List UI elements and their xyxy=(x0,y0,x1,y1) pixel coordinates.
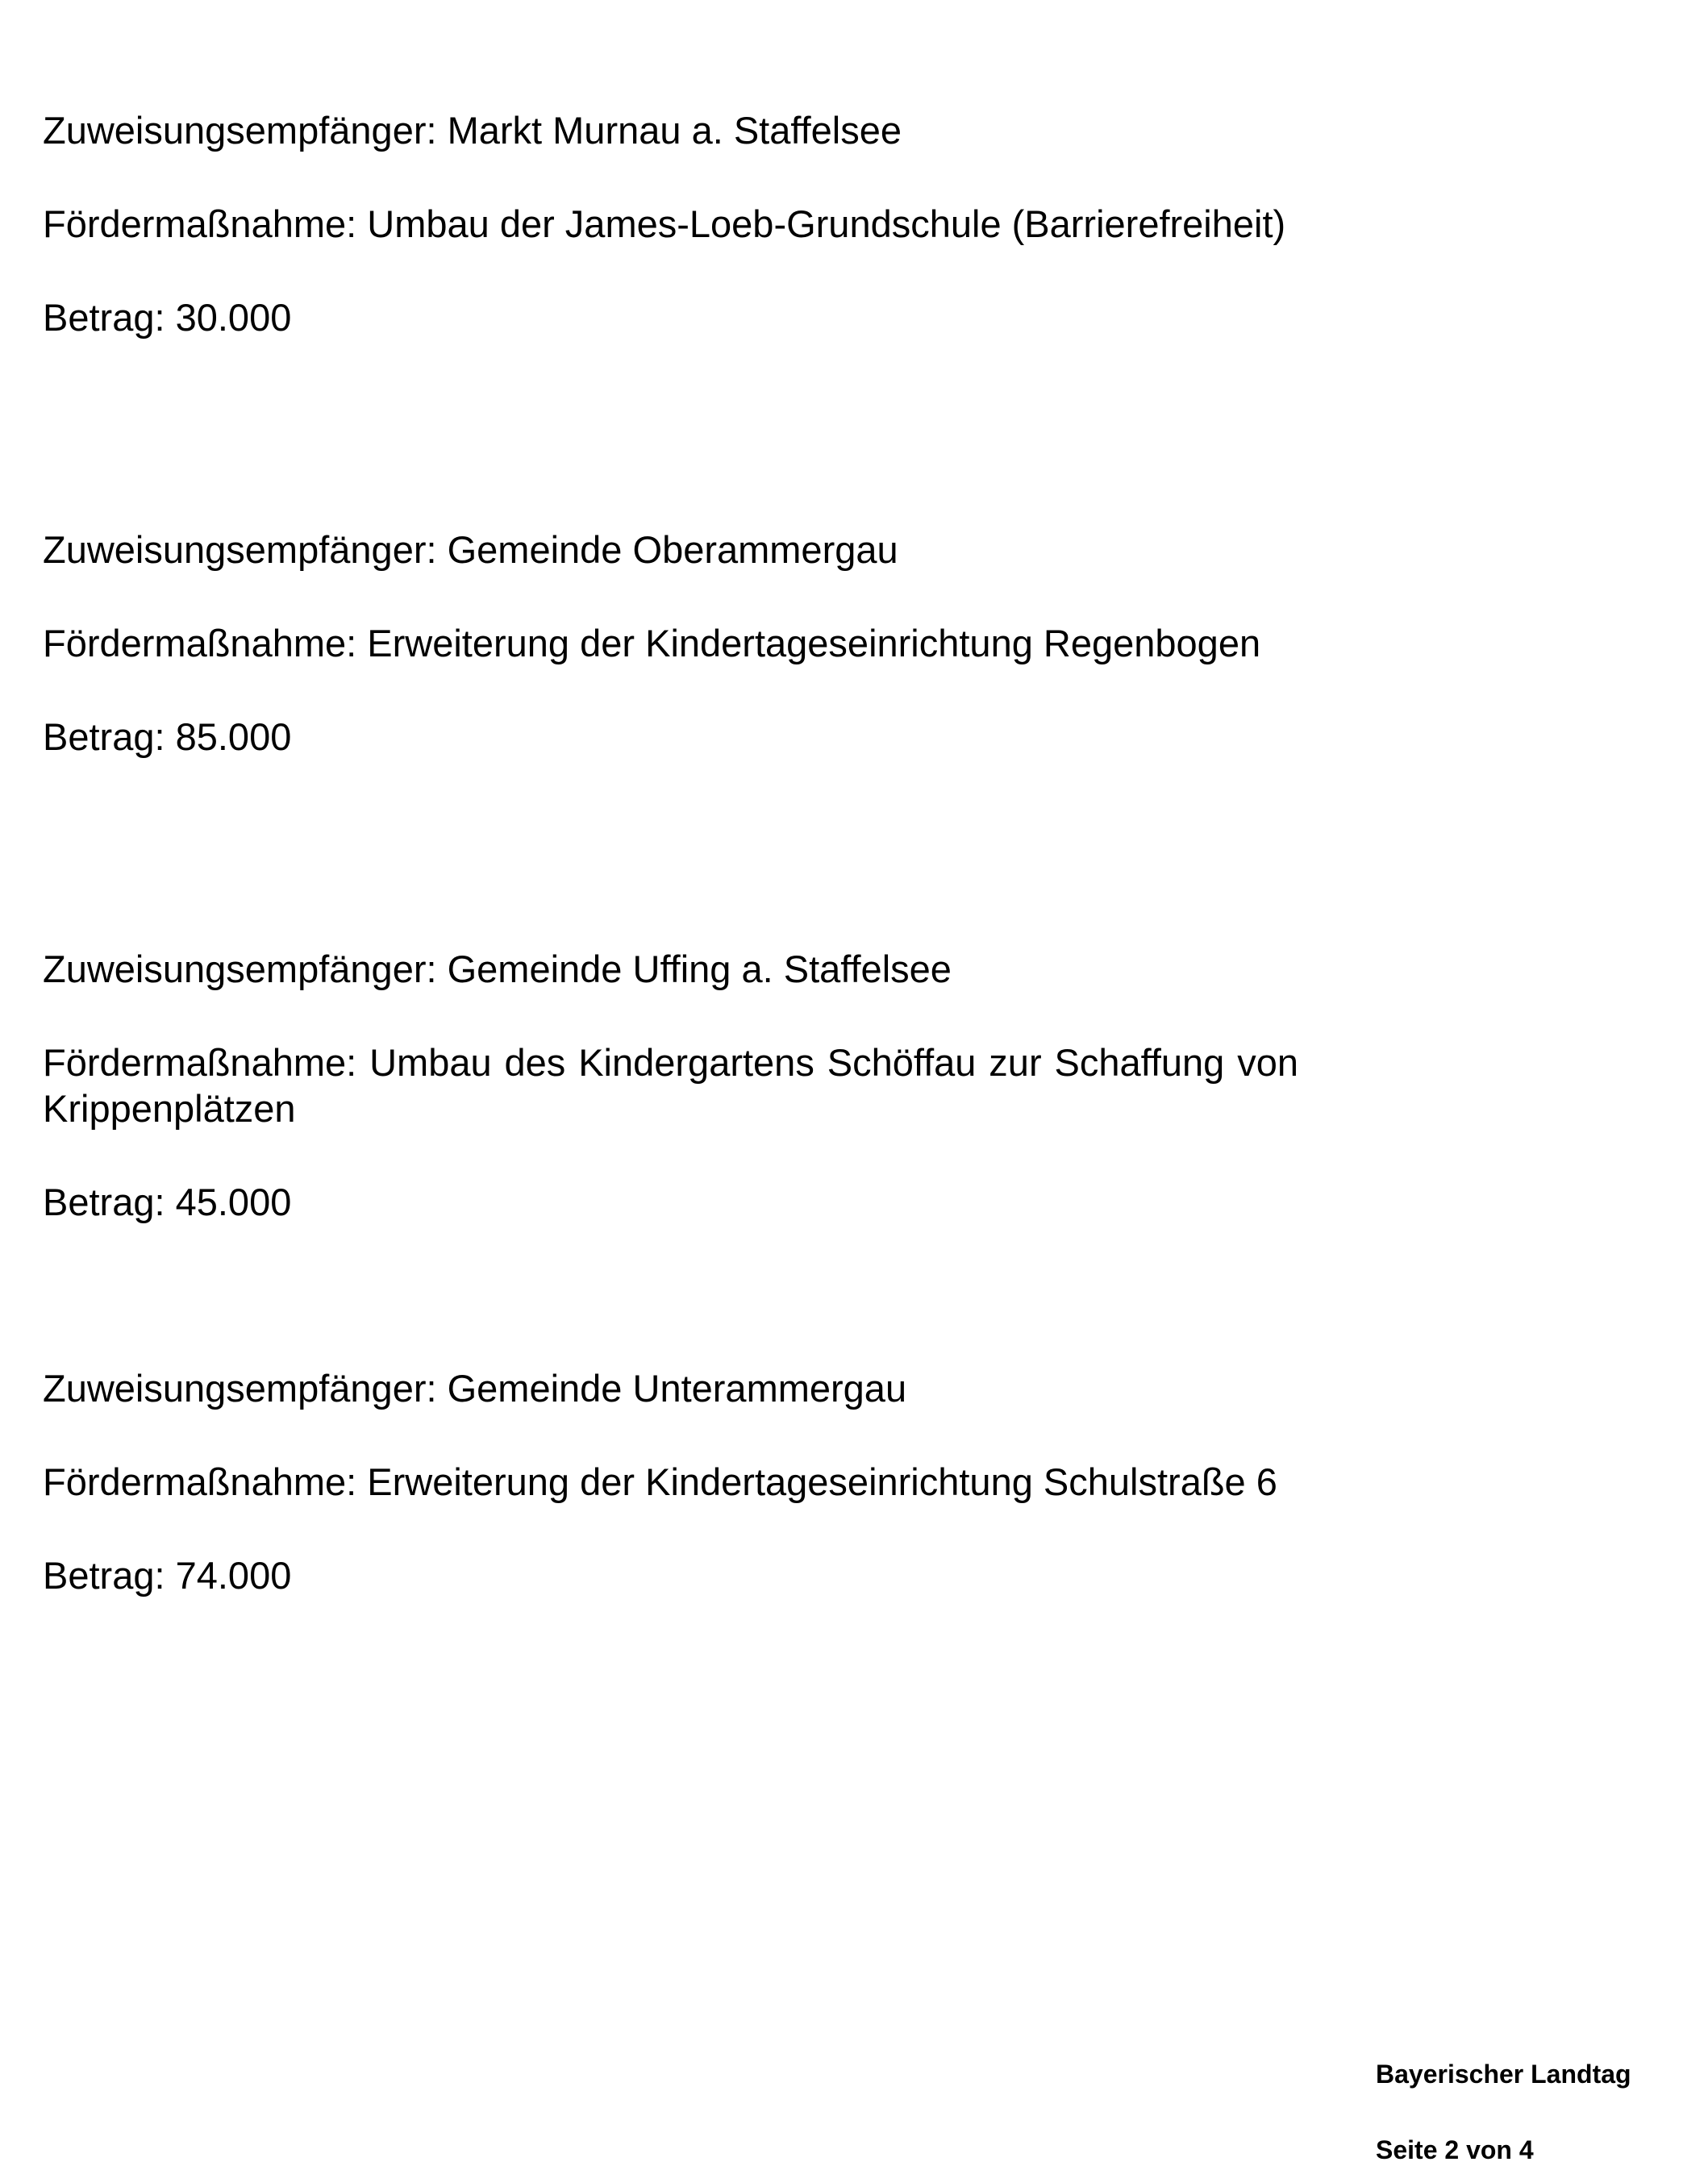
grant-entry xyxy=(43,1365,1298,1785)
recipient-line: Zuweisungsempfänger: Markt Murnau a. Staffelsee xyxy=(43,109,902,152)
grant-entry xyxy=(43,107,1298,527)
recipient-line: Zuweisungsempfänger: Gemeinde Unterammergau xyxy=(43,1367,907,1410)
amount-line: Betrag: 74.000 xyxy=(43,1554,292,1597)
grant-entry xyxy=(43,946,1298,1365)
amount-line: Betrag: 30.000 xyxy=(43,296,292,339)
measure-line: Fördermaßnahme: Erweiterung der Kindertageseinrichtung Regenbogen xyxy=(43,622,1261,664)
amount-line: Betrag: 45.000 xyxy=(43,1181,292,1223)
measure-line: Fördermaßnahme: Erweiterung der Kindertageseinrichtung Schulstraße 6 xyxy=(43,1460,1277,1503)
grant-entry xyxy=(43,527,1298,946)
recipient-line: Zuweisungsempfänger: Gemeinde Oberammergau xyxy=(43,528,898,571)
footer-institution: Bayerischer Landtag xyxy=(1376,2060,1631,2089)
document-body xyxy=(43,107,1298,1785)
measure-line: Fördermaßnahme: Umbau des Kindergartens Schöffau zur Schaffung von Krippenplätzen xyxy=(43,1041,1298,1130)
page-number: Seite 2 von 4 xyxy=(1376,2135,1534,2164)
measure-line: Fördermaßnahme: Umbau der James-Loeb-Grundschule (Barrierefreiheit) xyxy=(43,202,1286,245)
recipient-line: Zuweisungsempfänger: Gemeinde Uffing a. Staffelsee xyxy=(43,948,952,990)
page-footer xyxy=(1376,2058,1631,2166)
amount-line: Betrag: 85.000 xyxy=(43,715,292,758)
